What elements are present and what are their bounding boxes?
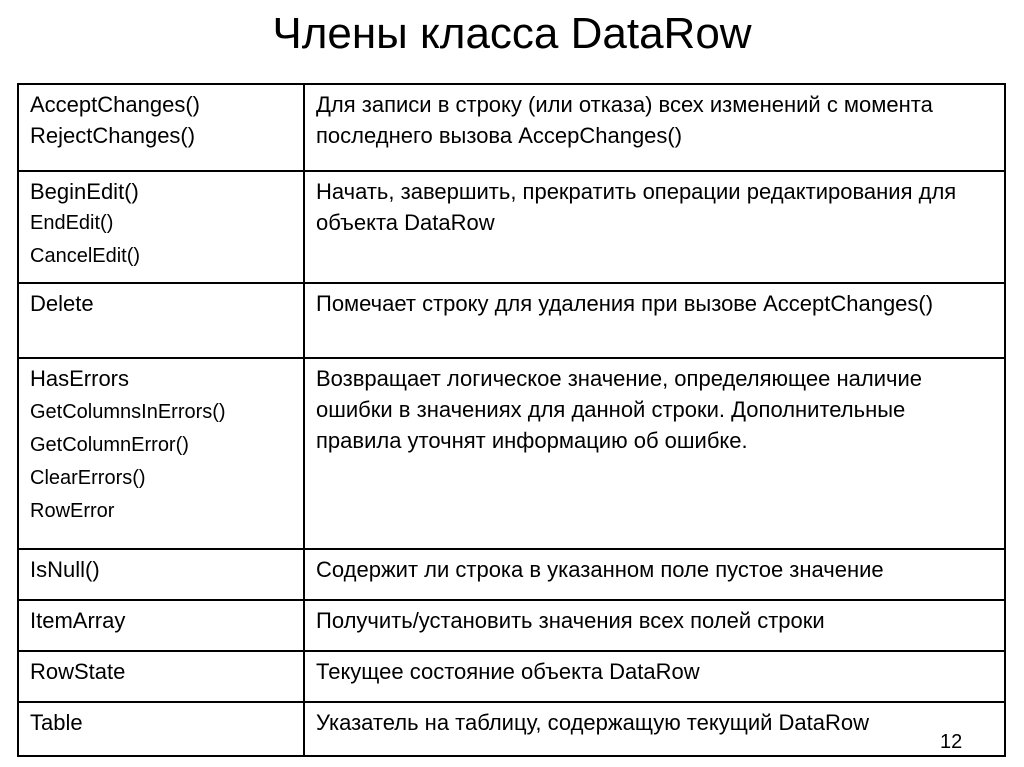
table-row: [18, 171, 1005, 283]
member-cell: [18, 283, 304, 358]
description-cell: [304, 171, 1005, 283]
member-description: Возвращает логическое значение, определяющее наличие ошибки в значениях для данной строки. Дополнительные правила уточнят информацию об ошибке.: [316, 366, 922, 453]
member-name: Table: [30, 710, 83, 735]
member-name: AcceptChanges(): [30, 92, 200, 117]
table-row: [18, 283, 1005, 358]
member-name: EndEdit(): [30, 212, 114, 234]
member-description: Получить/установить значения всех полей строки: [316, 608, 825, 633]
member-description: Начать, завершить, прекратить операции редактирования для объекта DataRow: [316, 179, 957, 235]
member-cell: [18, 549, 304, 600]
table-row: [18, 358, 1005, 549]
member-name: BeginEdit(): [30, 179, 139, 204]
member-name: RejectChanges(): [30, 123, 196, 148]
member-name: IsNull(): [30, 557, 100, 582]
table-row: [18, 84, 1005, 171]
description-cell: [304, 651, 1005, 702]
table-row: [18, 651, 1005, 702]
member-name: RowError: [30, 500, 115, 522]
member-cell: [18, 600, 304, 651]
member-name: ItemArray: [30, 608, 126, 633]
member-cell: [18, 358, 304, 549]
member-name: CancelEdit(): [30, 245, 141, 267]
member-name: ClearErrors(): [30, 467, 146, 489]
datarow-members-table: [17, 83, 1006, 757]
member-cell: [18, 702, 304, 756]
member-name: RowState: [30, 659, 126, 684]
member-cell: [18, 651, 304, 702]
description-cell: [304, 84, 1005, 171]
member-cell: [18, 171, 304, 283]
description-cell: [304, 600, 1005, 651]
member-description: Указатель на таблицу, содержащую текущий DataRow: [316, 710, 870, 735]
description-cell: [304, 358, 1005, 549]
description-cell: [304, 283, 1005, 358]
table-row: [18, 549, 1005, 600]
table-row: [18, 600, 1005, 651]
description-cell: [304, 549, 1005, 600]
member-cell: [18, 84, 304, 171]
member-name: Delete: [30, 291, 94, 316]
table-row: [18, 702, 1005, 756]
description-cell: [304, 702, 1005, 756]
member-description: Помечает строку для удаления при вызове AcceptChanges(): [316, 291, 934, 316]
member-name: GetColumnsInErrors(): [30, 401, 226, 423]
member-description: Содержит ли строка в указанном поле пустое значение: [316, 557, 884, 582]
page-number: 12: [940, 731, 963, 753]
member-name: GetColumnError(): [30, 434, 189, 456]
member-description: Текущее состояние объекта DataRow: [316, 659, 700, 684]
slide-title: Члены класса DataRow: [272, 9, 752, 58]
member-name: HasErrors: [30, 366, 130, 391]
member-description: Для записи в строку (или отказа) всех изменений с момента последнего вызова AccepChanges(): [316, 92, 933, 148]
